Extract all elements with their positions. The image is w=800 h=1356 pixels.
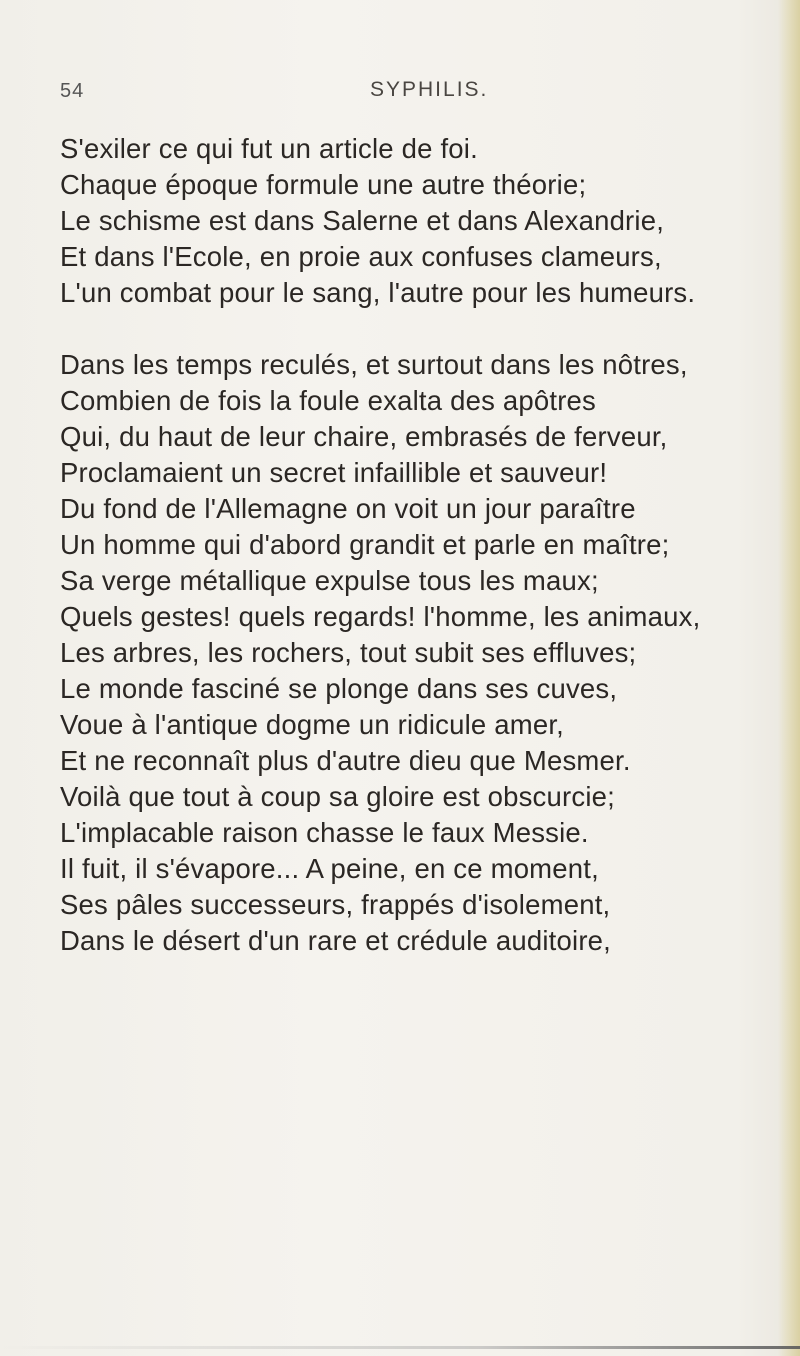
page-edge-shadow bbox=[778, 0, 800, 1356]
verse-line: Dans les temps reculés, et surtout dans les nôtres, bbox=[60, 349, 688, 380]
verse-line: Chaque époque formule une autre théorie; bbox=[60, 169, 587, 200]
verse-line: Le schisme est dans Salerne et dans Alexandrie, bbox=[60, 205, 665, 236]
verse-line: Et ne reconnaît plus d'autre dieu que Mesmer. bbox=[60, 745, 631, 776]
verse-line: Il fuit, il s'évapore... A peine, en ce moment, bbox=[60, 853, 599, 884]
verse-line: Qui, du haut de leur chaire, embrasés de ferveur, bbox=[60, 421, 668, 452]
verse-line: Le monde fasciné se plonge dans ses cuves, bbox=[60, 673, 618, 704]
verse-line: Voilà que tout à coup sa gloire est obscurcie; bbox=[60, 781, 615, 812]
verse-line: L'implacable raison chasse le faux Messie. bbox=[60, 817, 589, 848]
page-number: 54 bbox=[60, 80, 85, 102]
verse-line: Proclamaient un secret infaillible et sauveur! bbox=[60, 457, 608, 488]
verse-line: Quels gestes! quels regards! l'homme, les animaux, bbox=[60, 601, 701, 632]
verse-line: Les arbres, les rochers, tout subit ses effluves; bbox=[60, 637, 637, 668]
page-bottom-rule bbox=[0, 1346, 800, 1349]
verse-line: Et dans l'Ecole, en proie aux confuses clameurs, bbox=[60, 241, 662, 272]
running-title: SYPHILIS. bbox=[370, 78, 489, 101]
verse-line: L'un combat pour le sang, l'autre pour les humeurs. bbox=[60, 277, 696, 308]
verse-line: Dans le désert d'un rare et crédule auditoire, bbox=[60, 925, 612, 956]
verse-line: Ses pâles successeurs, frappés d'isolement, bbox=[60, 889, 611, 920]
verse-line: Du fond de l'Allemagne on voit un jour paraître bbox=[60, 493, 636, 524]
verse-line: Un homme qui d'abord grandit et parle en maître; bbox=[60, 529, 670, 560]
verse-line: Voue à l'antique dogme un ridicule amer, bbox=[60, 709, 564, 740]
verse-line: S'exiler ce qui fut un article de foi. bbox=[60, 133, 478, 164]
running-head bbox=[0, 78, 800, 108]
verse-line: Sa verge métallique expulse tous les maux; bbox=[60, 565, 599, 596]
verse-line: Combien de fois la foule exalta des apôtres bbox=[60, 385, 597, 416]
